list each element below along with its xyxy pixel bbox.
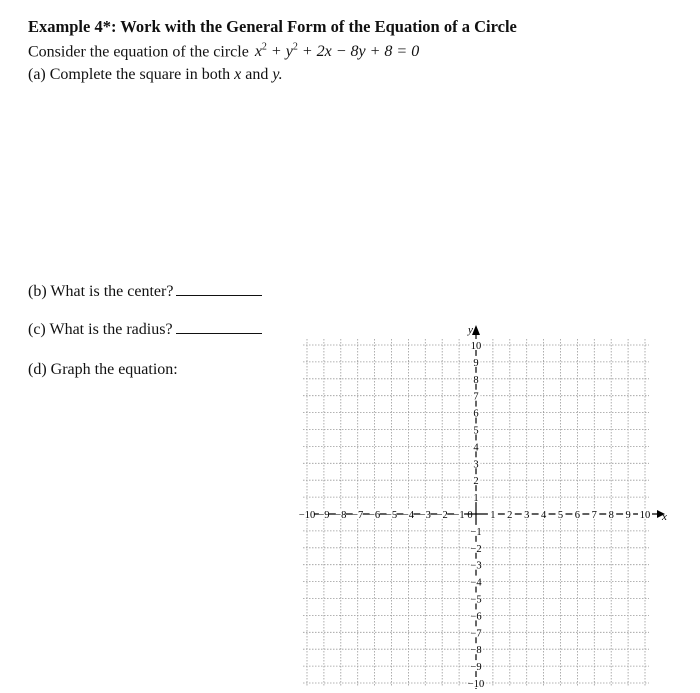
axes <box>298 325 665 689</box>
y-tick-label: −6 <box>470 611 482 623</box>
y-tick-label: 2 <box>473 476 479 488</box>
x-tick-label: 6 <box>574 510 581 521</box>
x-tick-label: 7 <box>591 510 597 521</box>
y-tick-label: 10 <box>470 341 482 352</box>
x-tick-label: 9 <box>625 510 631 521</box>
eq-y: y <box>285 43 293 61</box>
x-tick-label: 2 <box>507 510 513 521</box>
y-tick-label: −5 <box>470 594 482 606</box>
eq-x: x <box>254 43 262 61</box>
y-tick-label: 5 <box>473 425 479 437</box>
x-tick-label: −3 <box>419 510 431 521</box>
x-tick-label: 4 <box>540 510 547 521</box>
eq-plus: + <box>266 43 286 61</box>
y-tick-label: −9 <box>470 662 482 674</box>
example-title: Example 4*: Work with the General Form of the Equation of a Circle <box>28 17 517 36</box>
y-axis-arrow-icon <box>472 325 480 335</box>
intro-text: Consider the equation of the circle <box>28 43 249 61</box>
eq-exp-1: 2 <box>261 42 267 53</box>
y-tick-label: −4 <box>470 577 482 589</box>
y-tick-label: 3 <box>473 459 479 471</box>
x-tick-label: 3 <box>524 510 530 521</box>
x-tick-label: −10 <box>298 510 316 521</box>
part-a-and: and <box>241 66 273 83</box>
part-a-y: y. <box>272 66 283 83</box>
x-tick-label: −1 <box>453 510 465 521</box>
part-a-x: x <box>234 66 242 83</box>
y-tick-label: −7 <box>470 628 482 640</box>
part-c-text: (c) What is the radius? <box>28 321 173 338</box>
x-tick-label: 5 <box>557 510 564 521</box>
origin-label: 0 <box>467 510 473 521</box>
y-tick-label: 1 <box>473 493 479 505</box>
x-tick-label: −5 <box>385 510 398 521</box>
part-a-text: (a) Complete the square in both <box>28 66 231 83</box>
x-tick-label: −4 <box>402 510 414 521</box>
x-tick-label: 1 <box>490 510 496 521</box>
y-tick-label: −2 <box>470 543 482 555</box>
y-axis-label: y <box>468 324 473 336</box>
x-tick-label: −6 <box>369 510 381 521</box>
x-tick-label: −2 <box>436 510 448 521</box>
y-tick-label: 9 <box>473 357 479 369</box>
y-tick-label: −3 <box>470 560 482 572</box>
x-tick-label: −8 <box>335 510 347 521</box>
y-tick-label: 6 <box>473 408 479 420</box>
x-tick-label: −7 <box>352 510 364 521</box>
x-tick-label: 8 <box>608 510 614 521</box>
y-tick-label: 8 <box>473 374 479 386</box>
part-d-text: (d) Graph the equation: <box>28 361 178 378</box>
x-tick-label: 10 <box>639 510 651 521</box>
eq-exp-2: 2 <box>292 42 298 53</box>
x-tick-label: −9 <box>318 510 330 521</box>
y-tick-label: −10 <box>467 679 485 690</box>
y-tick-label: −8 <box>470 645 482 657</box>
x-axis-label: x <box>662 511 667 523</box>
y-tick-label: 7 <box>473 391 479 403</box>
eq-rest: + 2x − 8y + 8 = 0 <box>297 43 420 61</box>
y-tick-label: 4 <box>473 442 479 454</box>
y-tick-label: −1 <box>470 526 482 538</box>
part-b-text: (b) What is the center? <box>28 283 174 300</box>
